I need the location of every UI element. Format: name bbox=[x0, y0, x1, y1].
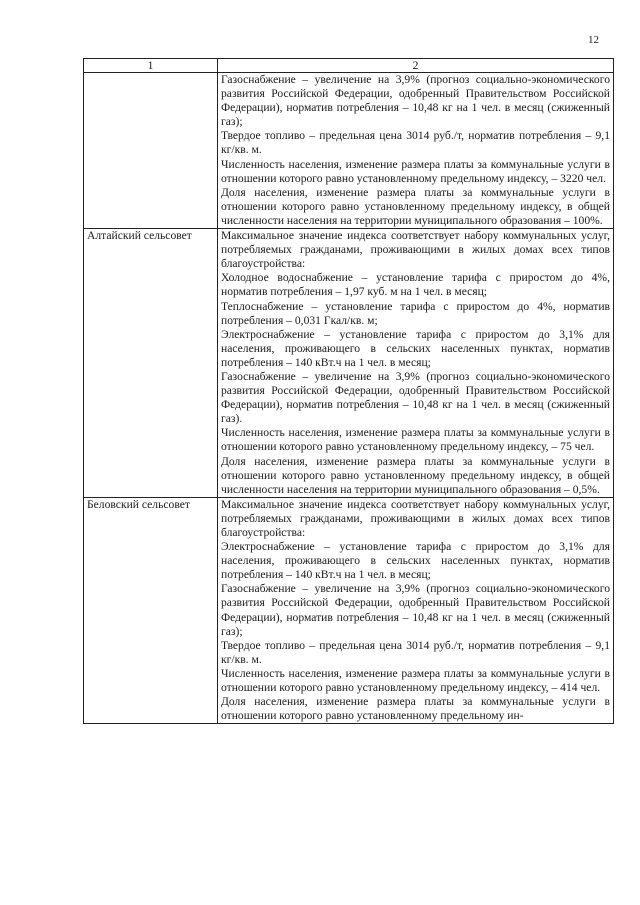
paragraph: Твердое топливо – предельная цена 3014 руб./т, норматив потребления – 9,1 кг/кв. м. bbox=[221, 638, 610, 666]
paragraph: Твердое топливо – предельная цена 3014 руб./т, норматив потребления – 9,1 кг/кв. м. bbox=[221, 129, 610, 157]
paragraph: Численность населения, изменение размера платы за коммунальные услуги в отношении которого равно установленному предельному индексу, – 75 чел. bbox=[221, 426, 610, 454]
paragraph: Доля населения, изменение размера платы за коммунальные услуги в отношении которого равно установленному предельному индексу, в общей численности населения на территории муниципального образования – 0,5%. bbox=[221, 454, 610, 496]
table-row bbox=[84, 229, 614, 498]
area-name-cell: Беловский сельсовет bbox=[84, 497, 218, 724]
area-name-cell bbox=[84, 73, 218, 229]
paragraph: Максимальное значение индекса соответствует набору коммунальных услуг, потребляемых гражданами, проживающими в жилых домах всех типов благоустройства: bbox=[221, 229, 610, 271]
paragraph: Численность населения, изменение размера платы за коммунальные услуги в отношении которого равно установленному предельному индексу, – 3220 чел. bbox=[221, 157, 610, 185]
area-name-cell: Алтайский сельсовет bbox=[84, 229, 218, 498]
paragraph: Электроснабжение – установление тарифа с приростом до 3,1% для населения, проживающего в сельских населенных пунктах, норматив потребления – 140 кВт.ч на 1 чел. в месяц; bbox=[221, 540, 610, 582]
paragraph: Газоснабжение – увеличение на 3,9% (прогноз социально-экономического развития Российской Федерации, одобренный Правительством Российской Федерации), норматив потребления – 10,48 кг на 1 чел. в месяц (сжиженный газ); bbox=[221, 73, 610, 129]
table-row bbox=[84, 497, 614, 724]
description-cell bbox=[218, 73, 614, 229]
paragraph: Численность населения, изменение размера платы за коммунальные услуги в отношении которого равно установленному предельному индексу, – 414 чел. bbox=[221, 666, 610, 695]
column-header-2: 2 bbox=[218, 59, 614, 73]
description-cell bbox=[218, 497, 614, 724]
table-header-row bbox=[84, 59, 614, 73]
paragraph: Электроснабжение – установление тарифа с приростом до 3,1% для населения, проживающего в сельских населенных пунктах, норматив потребления – 140 кВт.ч на 1 чел. в месяц; bbox=[221, 327, 610, 369]
paragraph: Холодное водоснабжение – установление тарифа с приростом до 4%, норматив потребления – 1,97 куб. м на 1 чел. в месяц; bbox=[221, 271, 610, 299]
page-number: 12 bbox=[588, 34, 599, 46]
description-cell bbox=[218, 229, 614, 498]
paragraph: Доля населения, изменение размера платы за коммунальные услуги в отношении которого равно установленному предельному индексу, в общей численности населения на территории муниципального образования – 100%. bbox=[221, 185, 610, 227]
column-header-1: 1 bbox=[84, 59, 218, 73]
table-row bbox=[84, 73, 614, 229]
municipal-index-table bbox=[83, 58, 614, 724]
paragraph: Теплоснабжение – установление тарифа с приростом до 4%, норматив потребления – 0,031 Гкал/кв. м; bbox=[221, 299, 610, 327]
paragraph: Газоснабжение – увеличение на 3,9% (прогноз социально-экономического развития Российской Федерации, одобренный Правительством Российской Федерации), норматив потребления – 10,48 кг на 1 чел. в месяц (сжиженный газ). bbox=[221, 369, 610, 426]
paragraph: Максимальное значение индекса соответствует набору коммунальных услуг, потребляемых гражданами, проживающими в жилых домах всех типов благоустройства: bbox=[221, 497, 610, 539]
paragraph: Доля населения, изменение размера платы за коммунальные услуги в отношении которого равно установленному предельному ин- bbox=[221, 695, 610, 723]
paragraph: Газоснабжение – увеличение на 3,9% (прогноз социально-экономического развития Российской Федерации, одобренный Правительством Российской Федерации), норматив потребления – 10,48 кг на 1 чел. в месяц (сжиженный газ); bbox=[221, 582, 610, 638]
